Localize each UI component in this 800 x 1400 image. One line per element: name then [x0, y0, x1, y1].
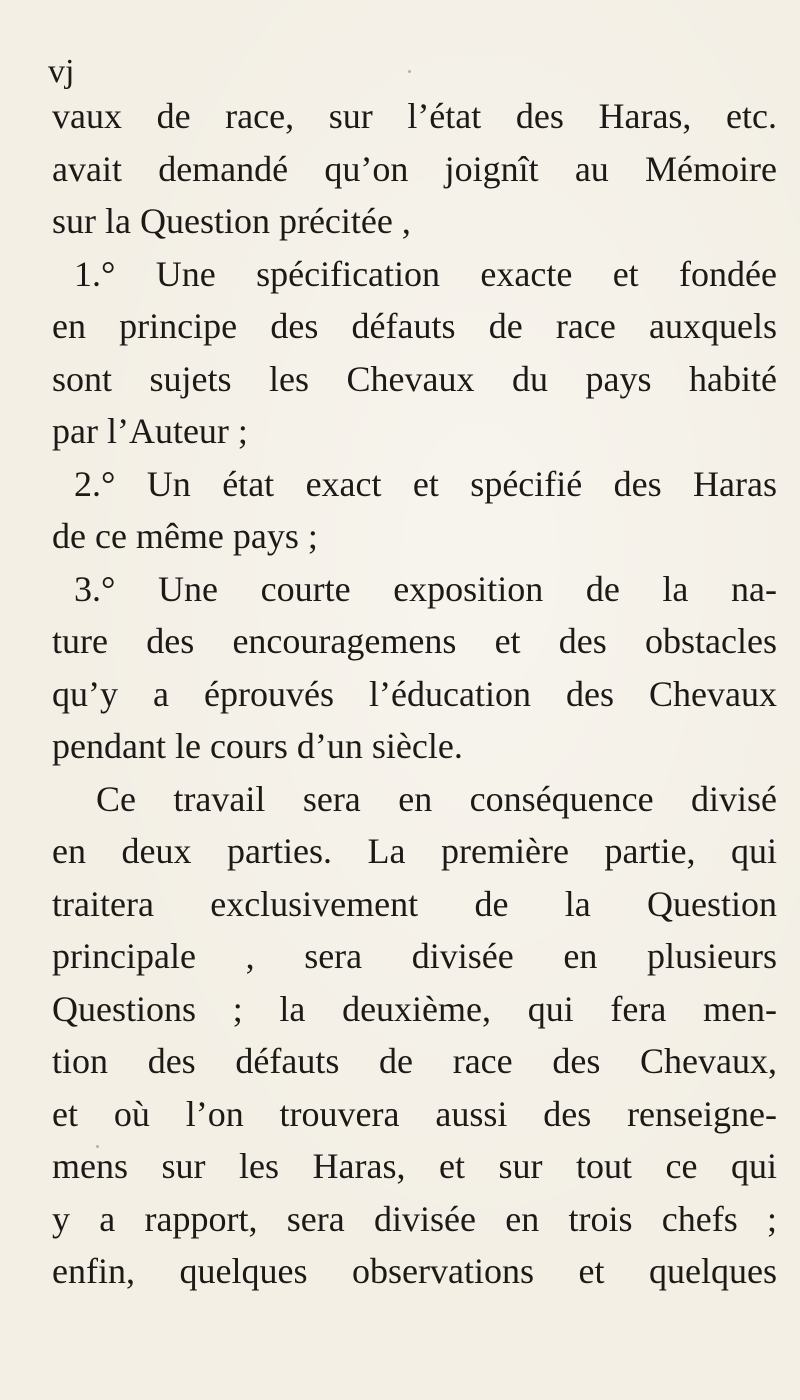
text-line: enfin, quelques observations et quelques [52, 1251, 777, 1291]
text-line: Questions ; la deuxième, qui fera men- [52, 988, 777, 1029]
body-text [52, 90, 777, 1298]
text-line: en principe des défauts de race auxquels [52, 306, 777, 346]
text-line: pendant le cours d’un siècle. [52, 726, 463, 766]
text-line: mens sur les Haras, et sur tout ce qui [52, 1146, 777, 1186]
text-line: sont sujets les Chevaux du pays habité [52, 358, 777, 399]
text-line: principale , sera divisée en plusieurs [52, 936, 777, 976]
paragraph-start: Ce travail sera en conséquence divisé [96, 778, 777, 819]
paper-speck [408, 70, 411, 73]
text-line: de ce même pays ; [52, 516, 318, 556]
text-line: et où l’on trouvera aussi des renseigne- [52, 1093, 777, 1134]
text-line: avait demandé qu’on joignît au Mémoire [52, 148, 777, 189]
text-line: traitera exclusivement de la Question [52, 883, 777, 924]
text-line: ture des encouragemens et des obstacles [52, 621, 777, 661]
list-item-3: 3.° Une courte exposition de la na- [74, 568, 777, 609]
list-item-2: 2.° Un état exact et spécifié des Haras [74, 463, 777, 504]
text-line: vaux de race, sur l’état des Haras, etc. [52, 96, 777, 136]
text-line: qu’y a éprouvés l’éducation des Chevaux [52, 673, 777, 714]
text-line: sur la Question précitée , [52, 201, 411, 241]
text-line: y a rapport, sera divisée en trois chefs ; [52, 1198, 777, 1239]
text-line: tion des défauts de race des Chevaux, [52, 1041, 777, 1081]
page-folio: vj [48, 53, 75, 90]
text-line: par l’Auteur ; [52, 411, 248, 451]
text-line: en deux parties. La première partie, qui [52, 831, 777, 871]
list-item-1: 1.° Une spécification exacte et fondée [74, 253, 777, 294]
